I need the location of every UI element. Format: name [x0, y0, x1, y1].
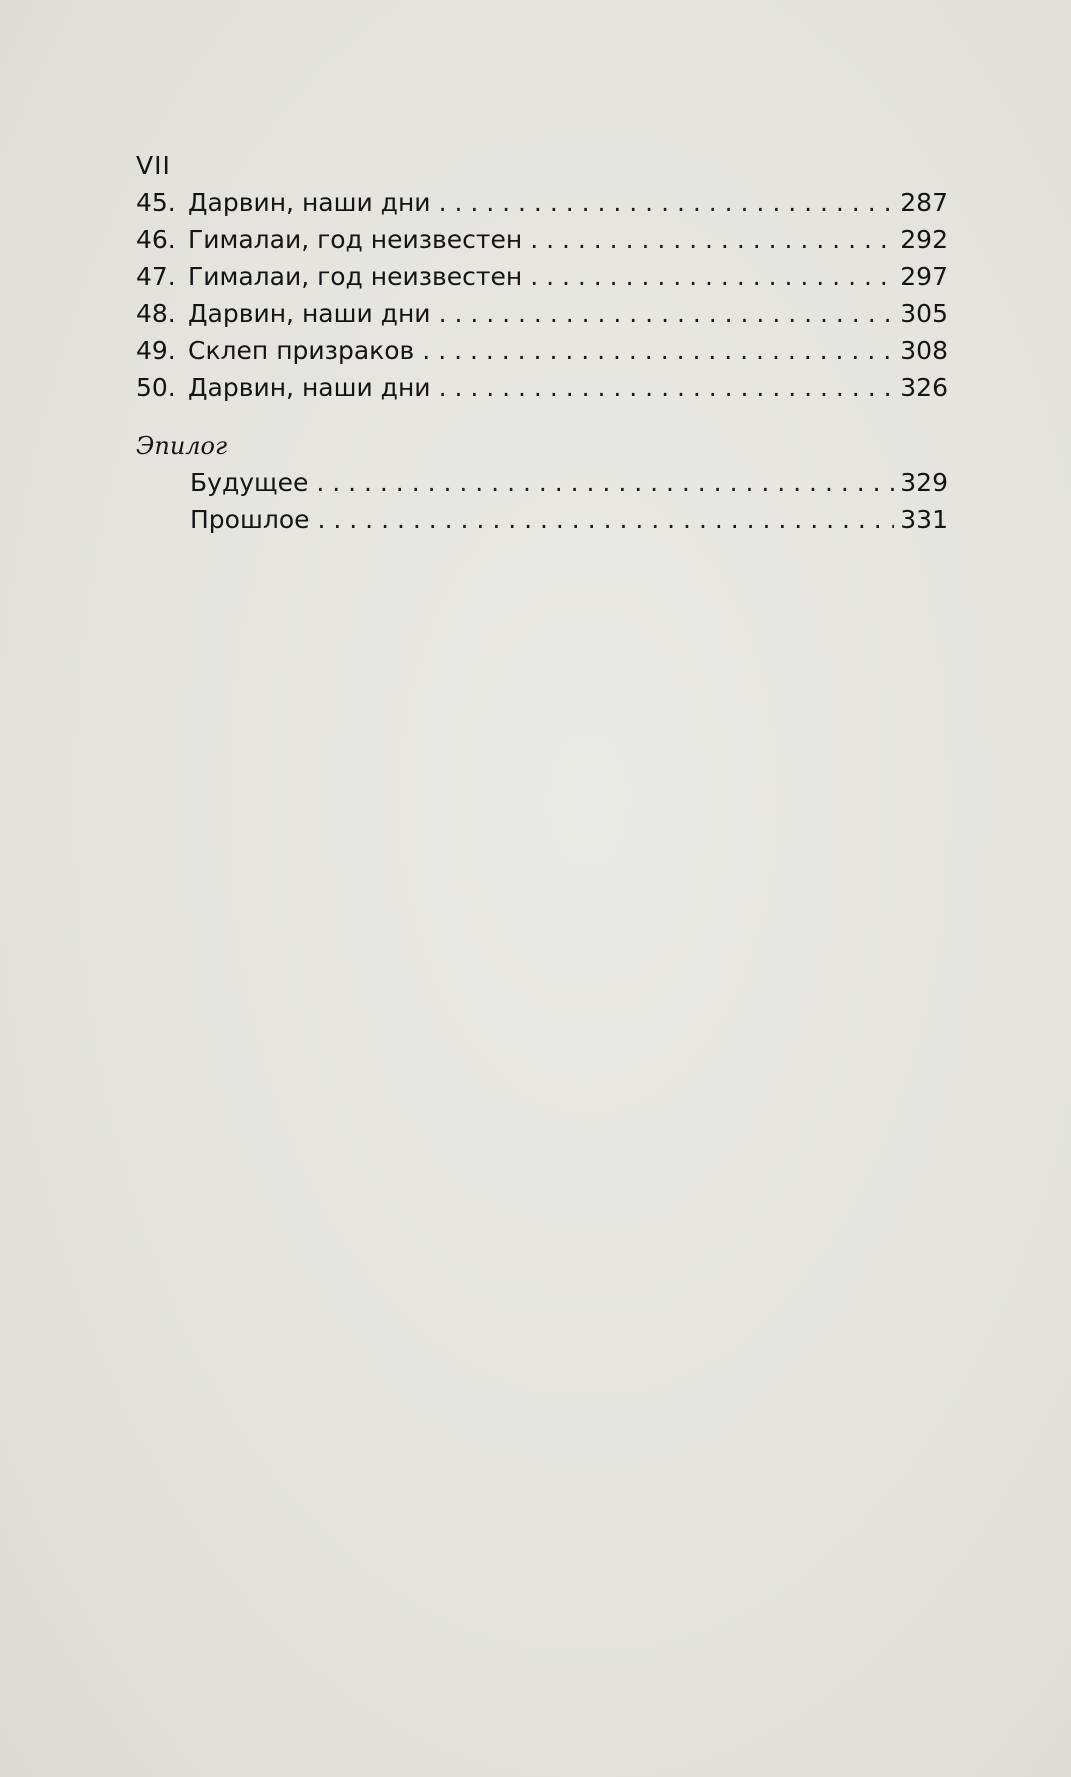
- entry-page-number: 326: [900, 373, 948, 402]
- entry-number: 48.: [136, 299, 176, 328]
- entry-number: 50.: [136, 373, 176, 402]
- entry-number: 45.: [136, 188, 176, 217]
- entry-title: Склеп призраков: [188, 336, 415, 365]
- entry-title: Гималаи, год неизвестен: [188, 225, 523, 254]
- entry-page-number: 297: [900, 262, 948, 291]
- entry-page-number: 305: [900, 299, 948, 328]
- entry-page-number: 331: [900, 505, 948, 534]
- toc-entry: [136, 184, 948, 221]
- dot-leader: [439, 184, 894, 221]
- toc-entry: [136, 501, 948, 538]
- entry-title: Дарвин, наши дни: [188, 299, 431, 328]
- dot-leader: [318, 501, 895, 538]
- entry-page-number: 287: [900, 188, 948, 217]
- dot-leader: [439, 369, 894, 406]
- dot-leader: [530, 221, 894, 258]
- entry-title: Будущее: [190, 468, 309, 497]
- entry-title: Дарвин, наши дни: [188, 373, 431, 402]
- entry-page-number: 292: [900, 225, 948, 254]
- toc-entry: [136, 258, 948, 295]
- table-of-contents: [136, 148, 948, 538]
- dot-leader: [316, 464, 894, 501]
- entry-number: 46.: [136, 225, 176, 254]
- dot-leader: [530, 258, 894, 295]
- entry-number: 49.: [136, 336, 176, 365]
- entry-number: 47.: [136, 262, 176, 291]
- epilog-heading: Эпилог: [136, 432, 228, 460]
- entry-title: Гималаи, год неизвестен: [188, 262, 523, 291]
- entry-title: Дарвин, наши дни: [188, 188, 431, 217]
- dot-leader: [422, 332, 894, 369]
- dot-leader: [439, 295, 894, 332]
- toc-entry: [136, 369, 948, 406]
- entry-page-number: 308: [900, 336, 948, 365]
- entry-page-number: 329: [900, 468, 948, 497]
- toc-entry: [136, 464, 948, 501]
- toc-entry: [136, 221, 948, 258]
- entry-title: Прошлое: [190, 505, 310, 534]
- part-heading: VII: [136, 151, 171, 180]
- toc-entry: [136, 332, 948, 369]
- toc-entry: [136, 295, 948, 332]
